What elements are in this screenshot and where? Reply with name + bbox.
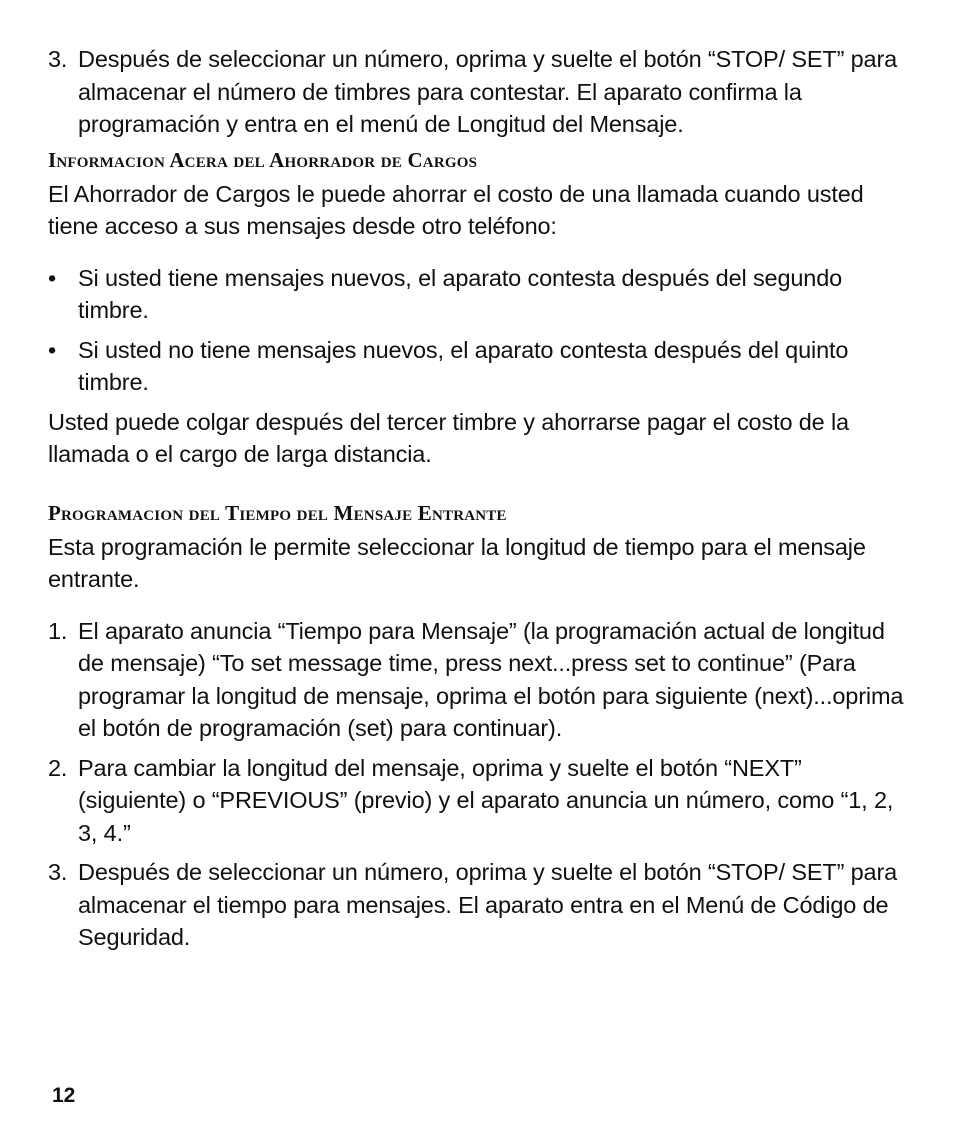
message-time-intro: Esta programación le permite seleccionar la longitud de tiempo para el mensaje entrante.	[48, 533, 866, 592]
bullet-marker: •	[48, 264, 57, 291]
step-item	[48, 856, 908, 954]
step-text: El aparato anuncia “Tiempo para Mensaje” (la programación actual de longitud de mensaje) “To set message time, press next...press set to continue” (Para programar la longitud de mensaje, oprima el botón para siguiente (next)...oprima el botón de programación (set) para continuar).	[78, 617, 904, 741]
bullet-item	[48, 334, 908, 399]
section-heading-charge-saver: Informacion Acera del Ahorrador de Cargos	[48, 147, 478, 172]
bullet-marker: •	[48, 336, 57, 363]
step-number: 3.	[48, 46, 68, 72]
step-item	[48, 752, 908, 850]
step-number: 1.	[48, 617, 68, 644]
step-item	[48, 615, 908, 745]
bullet-text: Si usted no tiene mensajes nuevos, el aparato contesta después del quinto timbre.	[78, 336, 849, 395]
intro-step	[48, 43, 908, 141]
step-text: Después de seleccionar un número, oprima y suelte el botón “STOP/ SET” para almacenar el tiempo para mensajes. El aparato entra en el Menú de Código de Seguridad.	[78, 859, 898, 950]
bullet-text: Si usted tiene mensajes nuevos, el aparato contesta después del segundo timbre.	[78, 264, 843, 323]
page-number: 12	[52, 1084, 76, 1107]
manual-page	[48, 43, 908, 954]
step-number: 2.	[48, 754, 68, 781]
bullet-item	[48, 262, 908, 327]
section-heading-message-time: Programacion del Tiempo del Mensaje Entrante	[48, 500, 507, 525]
step-text: Después de seleccionar un número, oprima y suelte el botón “STOP/ SET” para almacenar el número de timbres para contestar. El aparato confirma la programación y entra en el menú de Longitud del Mensaje.	[78, 46, 898, 137]
charge-saver-intro: El Ahorrador de Cargos le puede ahorrar el costo de una llamada cuando usted tiene acceso a sus mensajes desde otro teléfono:	[48, 180, 864, 239]
charge-saver-outro: Usted puede colgar después del tercer timbre y ahorrarse pagar el costo de la llamada o el cargo de larga distancia.	[48, 408, 849, 467]
step-number: 3.	[48, 859, 68, 885]
step-text: Para cambiar la longitud del mensaje, oprima y suelte el botón “NEXT” (siguiente) o “PREVIOUS” (previo) y el aparato anuncia un número, como “1, 2, 3, 4.”	[78, 754, 894, 846]
